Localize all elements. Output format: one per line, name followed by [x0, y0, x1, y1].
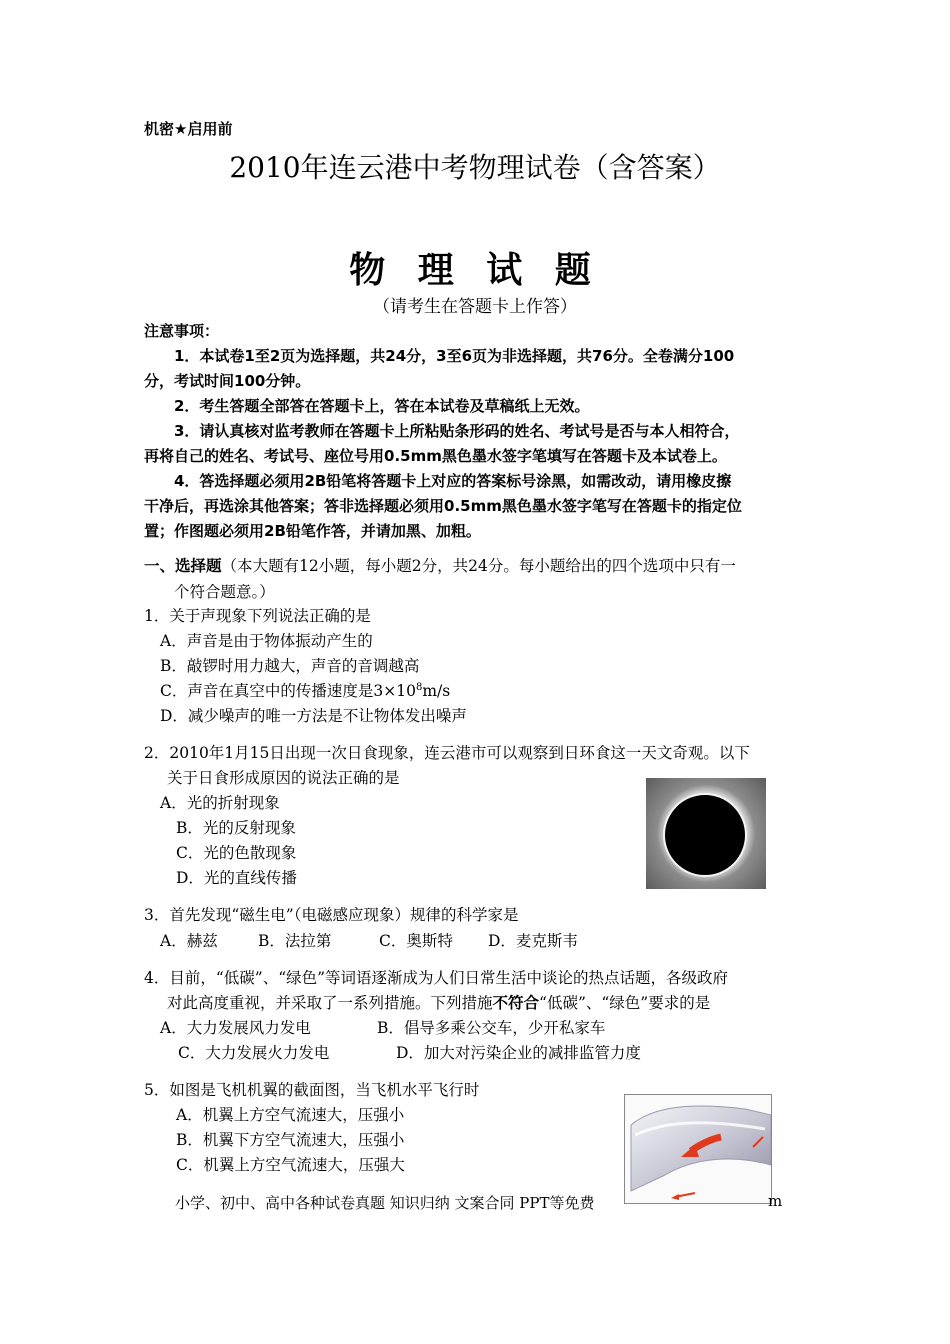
q4-stem-cont [167, 991, 710, 1013]
wing-illustration [625, 1095, 771, 1203]
solar-eclipse-image [646, 778, 766, 889]
q4-option-d: D．加大对污染企业的减排监管力度 [396, 1044, 641, 1062]
q3-option-b: B．法拉第 [258, 932, 332, 950]
q2-option-b: B．光的反射现象 [176, 819, 296, 837]
q5-option-c: C．机翼上方空气流速大，压强大 [176, 1156, 405, 1174]
q4-option-b: B．倡导多乘公交车，少开私家车 [377, 1019, 606, 1037]
notice-line: 干净后，再选涂其他答案；答非选择题必须用0.5mm黑色墨水签字笔写在答题卡的指定位 [144, 497, 742, 515]
q1-option-d: D．减少噪声的唯一方法是不让物体发出噪声 [160, 707, 467, 725]
q1-option-c-unit: m/s [422, 682, 451, 700]
section-heading [144, 554, 736, 576]
q5-option-b: B．机翼下方空气流速大，压强小 [176, 1131, 405, 1149]
q3-stem: 3．首先发现“磁生电”（电磁感应现象）规律的科学家是 [144, 906, 519, 924]
section-desc: （本大题有12小题，每小题2分，共24分。每小题给出的四个选项中只有一 [221, 557, 736, 575]
section-title: 一、选择题 [144, 557, 222, 575]
q1-option-b: B．敲锣时用力越大，声音的音调越高 [160, 657, 420, 675]
q1-stem: 1．关于声现象下列说法正确的是 [144, 607, 371, 625]
airplane-wing-image [624, 1094, 772, 1204]
q1-option-c-exponent: 8 [415, 681, 423, 693]
q3-option-d: D．麦克斯韦 [488, 932, 578, 950]
q4-option-a: A．大力发展风力发电 [160, 1019, 311, 1037]
q4-stem-text: 对此高度重视，并采取了一系列措施。下列措施 [167, 994, 493, 1012]
notice-line: 3．请认真核对监考教师在答题卡上所粘贴条形码的姓名、考试号是否与本人相符合， [174, 422, 740, 440]
q1-option-a: A．声音是由于物体振动产生的 [160, 632, 373, 650]
notice-heading: 注意事项： [144, 322, 220, 340]
q2-option-c: C．光的色散现象 [176, 844, 297, 862]
q2-stem-cont: 关于日食形成原因的说法正确的是 [167, 769, 400, 787]
q1-option-c-text: C．声音在真空中的传播速度是3×10 [160, 682, 416, 700]
notice-line: 4．答选择题必须用2B铅笔将答题卡上对应的答案标号涂黑，如需改动，请用橡皮擦 [174, 472, 732, 490]
q4-stem: 4．目前，“低碳”、“绿色”等词语逐渐成为人们日常生活中谈论的热点话题，各级政府 [144, 969, 729, 987]
q4-option-c: C．大力发展火力发电 [178, 1044, 330, 1062]
q5-option-a: A．机翼上方空气流速大，压强小 [176, 1106, 405, 1124]
notice-line: 分，考试时间100分钟。 [144, 372, 311, 390]
q1-option-c [160, 679, 450, 701]
notice-line: 2．考生答题全部答在答题卡上，答在本试卷及草稿纸上无效。 [174, 397, 590, 415]
footer-text: 小学、初中、高中各种试卷真题 知识归纳 文案合同 PPT等免费 [175, 1194, 595, 1212]
notice-line: 1．本试卷1至2页为选择题，共24分，3至6页为非选择题，共76分。全卷满分100 [174, 347, 735, 365]
notice-line: 再将自己的姓名、考试号、座位号用0.5mm黑色墨水签字笔填写在答题卡及本试卷上。 [144, 447, 727, 465]
q4-stem-text-tail: “低碳”、“绿色”要求的是 [539, 994, 711, 1012]
moon-disc [663, 793, 747, 877]
q2-stem: 2．2010年1月15日出现一次日食现象，连云港市可以观察到日环食这一天文奇观。以下 [144, 744, 750, 762]
subject-title: 物 理 试 题 [349, 249, 601, 291]
section-desc-cont: 个符合题意。） [174, 583, 275, 601]
page-title: 2010年连云港中考物理试卷（含答案） [229, 151, 721, 184]
q5-stem: 5．如图是飞机机翼的截面图，当飞机水平飞行时 [144, 1081, 480, 1099]
q3-option-c: C．奥斯特 [379, 932, 453, 950]
q3-option-a: A．赫兹 [160, 932, 218, 950]
q2-option-a: A．光的折射现象 [160, 794, 280, 812]
footer-tail: m [768, 1192, 783, 1210]
q4-stem-emphasis: 不符合 [492, 994, 540, 1012]
q2-option-d: D．光的直线传播 [176, 869, 297, 887]
subject-note: （请考生在答题卡上作答） [373, 297, 577, 317]
notice-line: 置；作图题必须用2B铅笔作答，并请加黑、加粗。 [144, 522, 481, 540]
secret-mark: 机密★启用前 [144, 120, 233, 138]
